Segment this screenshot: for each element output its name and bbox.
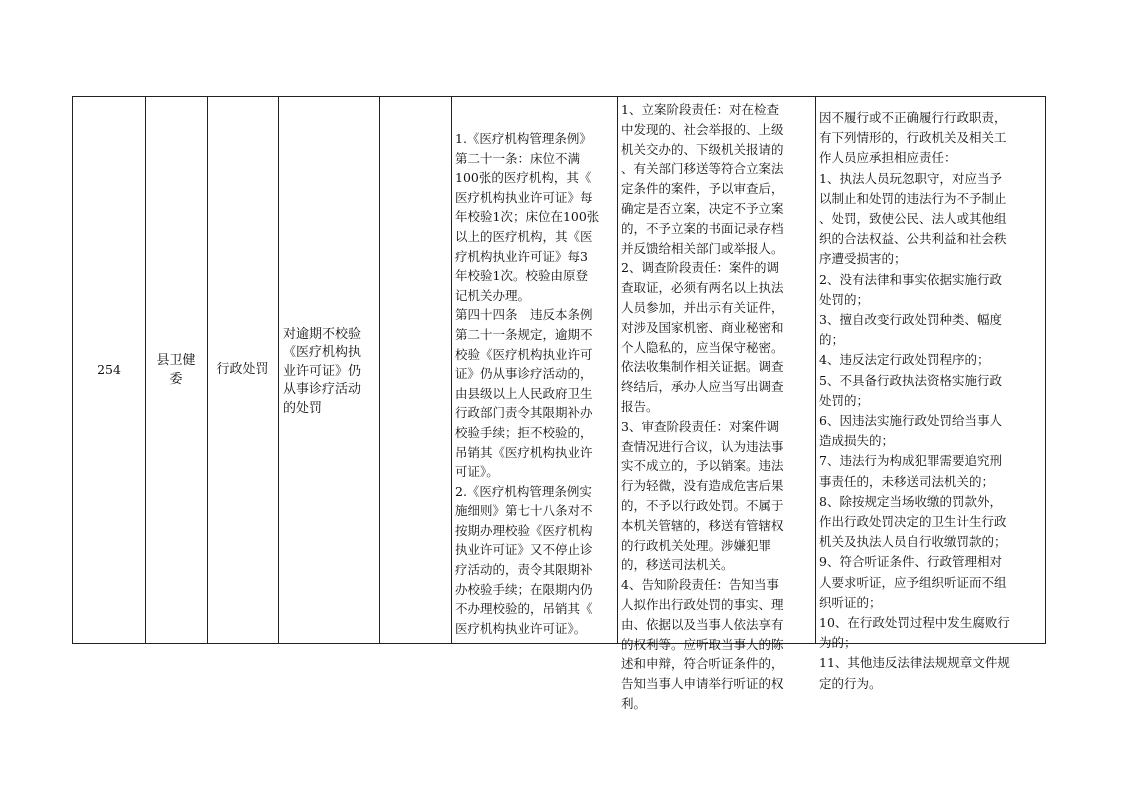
row-number-cell — [73, 97, 145, 643]
legal-basis-cell — [451, 97, 617, 643]
sub-item-cell — [379, 97, 451, 643]
responsibility-cell — [617, 97, 815, 711]
department-name: 县卫健 委 — [156, 353, 196, 387]
item-name-cell — [278, 97, 379, 643]
penalty-category: 行政处罚 — [216, 361, 269, 377]
responsibility-text: 1、立案阶段责任：对在检查 中发现的、社会举报的、上级 机关交办的、下级机关报请的 、有关部门移送等符合立案法 定条件的案件，予以审查后， 确定是否立案，决定不予立案 的，不予立案的书面记录存档 并反馈给相关部门或举报人。 2、调查阶段责任：案件的调 查取证，必须有两名以上执法 人员参加，并出示有关证件， 对涉及国家机密、商业秘密和 个人隐私的，应当保守秘密。 依法收集制作相关证据。调查 终结后，承办人应当写出调查 报告。 3、审查阶段责任：对案件调 查情况进行合议，认为违法事 实不成立的，予以销案。违法 行为轻微，没有造成危害后果 的，不予以行政处罚。不属于 本机关管辖的，移送有管辖权 的行政机关处理。涉嫌犯罪 的，移送司法机关。 4、告知阶段责任：告知当事 人拟作出行政处罚的事实、理 由、依据以及当事人依法享有 的权利等。应听取当事人的陈 述和申辩，符合听证条件的， 告知当事人申请举行听证的权 利。 — [621, 102, 784, 711]
department-cell — [145, 97, 207, 643]
item-name: 对逾期不校验 《医疗机构执 业许可证》仍 从事诊疗活动 的处罚 — [283, 326, 362, 416]
accountability-cell — [815, 97, 1047, 691]
category-cell — [207, 97, 278, 643]
accountability-text: 因不履行或不正确履行行政职责， 有下列情形的，行政机关及相关工 作人员应承担相应责任： 1、执法人员玩忽职守，对应当予 以制止和处罚的违法行为不予制止 、处罚，致使公民、法人或其他组 织的合法权益、公共利益和社会秩 序遭受损害的； 2、没有法律和事实依据实施行政 处罚的； 3、擅自改变行政处罚种类、幅度 的； 4、违反法定行政处罚程序的； 5、不具备行政执法资格实施行政 处罚的； 6、因违法实施行政处罚给当事人 造成损失的； 7、违法行为构成犯罪需要追究刑 事责任的，未移送司法机关的； 8、除按规定当场收缴的罚款外， 作出行政处罚决定的卫生计生行政 机关及执法人员自行收缴罚款的； 9、符合听证条件、行政管理相对 人要求听证，应予组织听证而不组 织听证的； 10、在行政处罚过程中发生腐败行 为的； 11、其他违反法律法规规章文件规 定的行为。 — [819, 110, 1010, 691]
record-table — [72, 96, 1046, 711]
row-number: 254 — [97, 361, 121, 377]
legal-basis-text: 1.《医疗机构管理条例》 第二十一条：床位不满 100张的医疗机构，其《 医疗机构执业许可证》每 年校验1次；床位在100张 以上的医疗机构，其《医 疗机构执业许可证》每3 年校验1次。校验由原登 记机关办理。 第四十四条 违反本条例 第二十一条规定，逾期不 校验《医疗机构执业许可 证》仍从事诊疗活动的， 由县级以上人民政府卫生 行政部门责令其限期补办 校验手续；拒不校验的， 吊销其《医疗机构执业许 可证》。 2.《医疗机构管理条例实 施细则》第七十八条对不 按期办理校验《医疗机构 执业许可证》又不停止诊 疗活动的，责令其限期补 办校验手续；在限期内仍 不办理校验的，吊销其《 医疗机构执业许可证》。 — [455, 131, 600, 636]
